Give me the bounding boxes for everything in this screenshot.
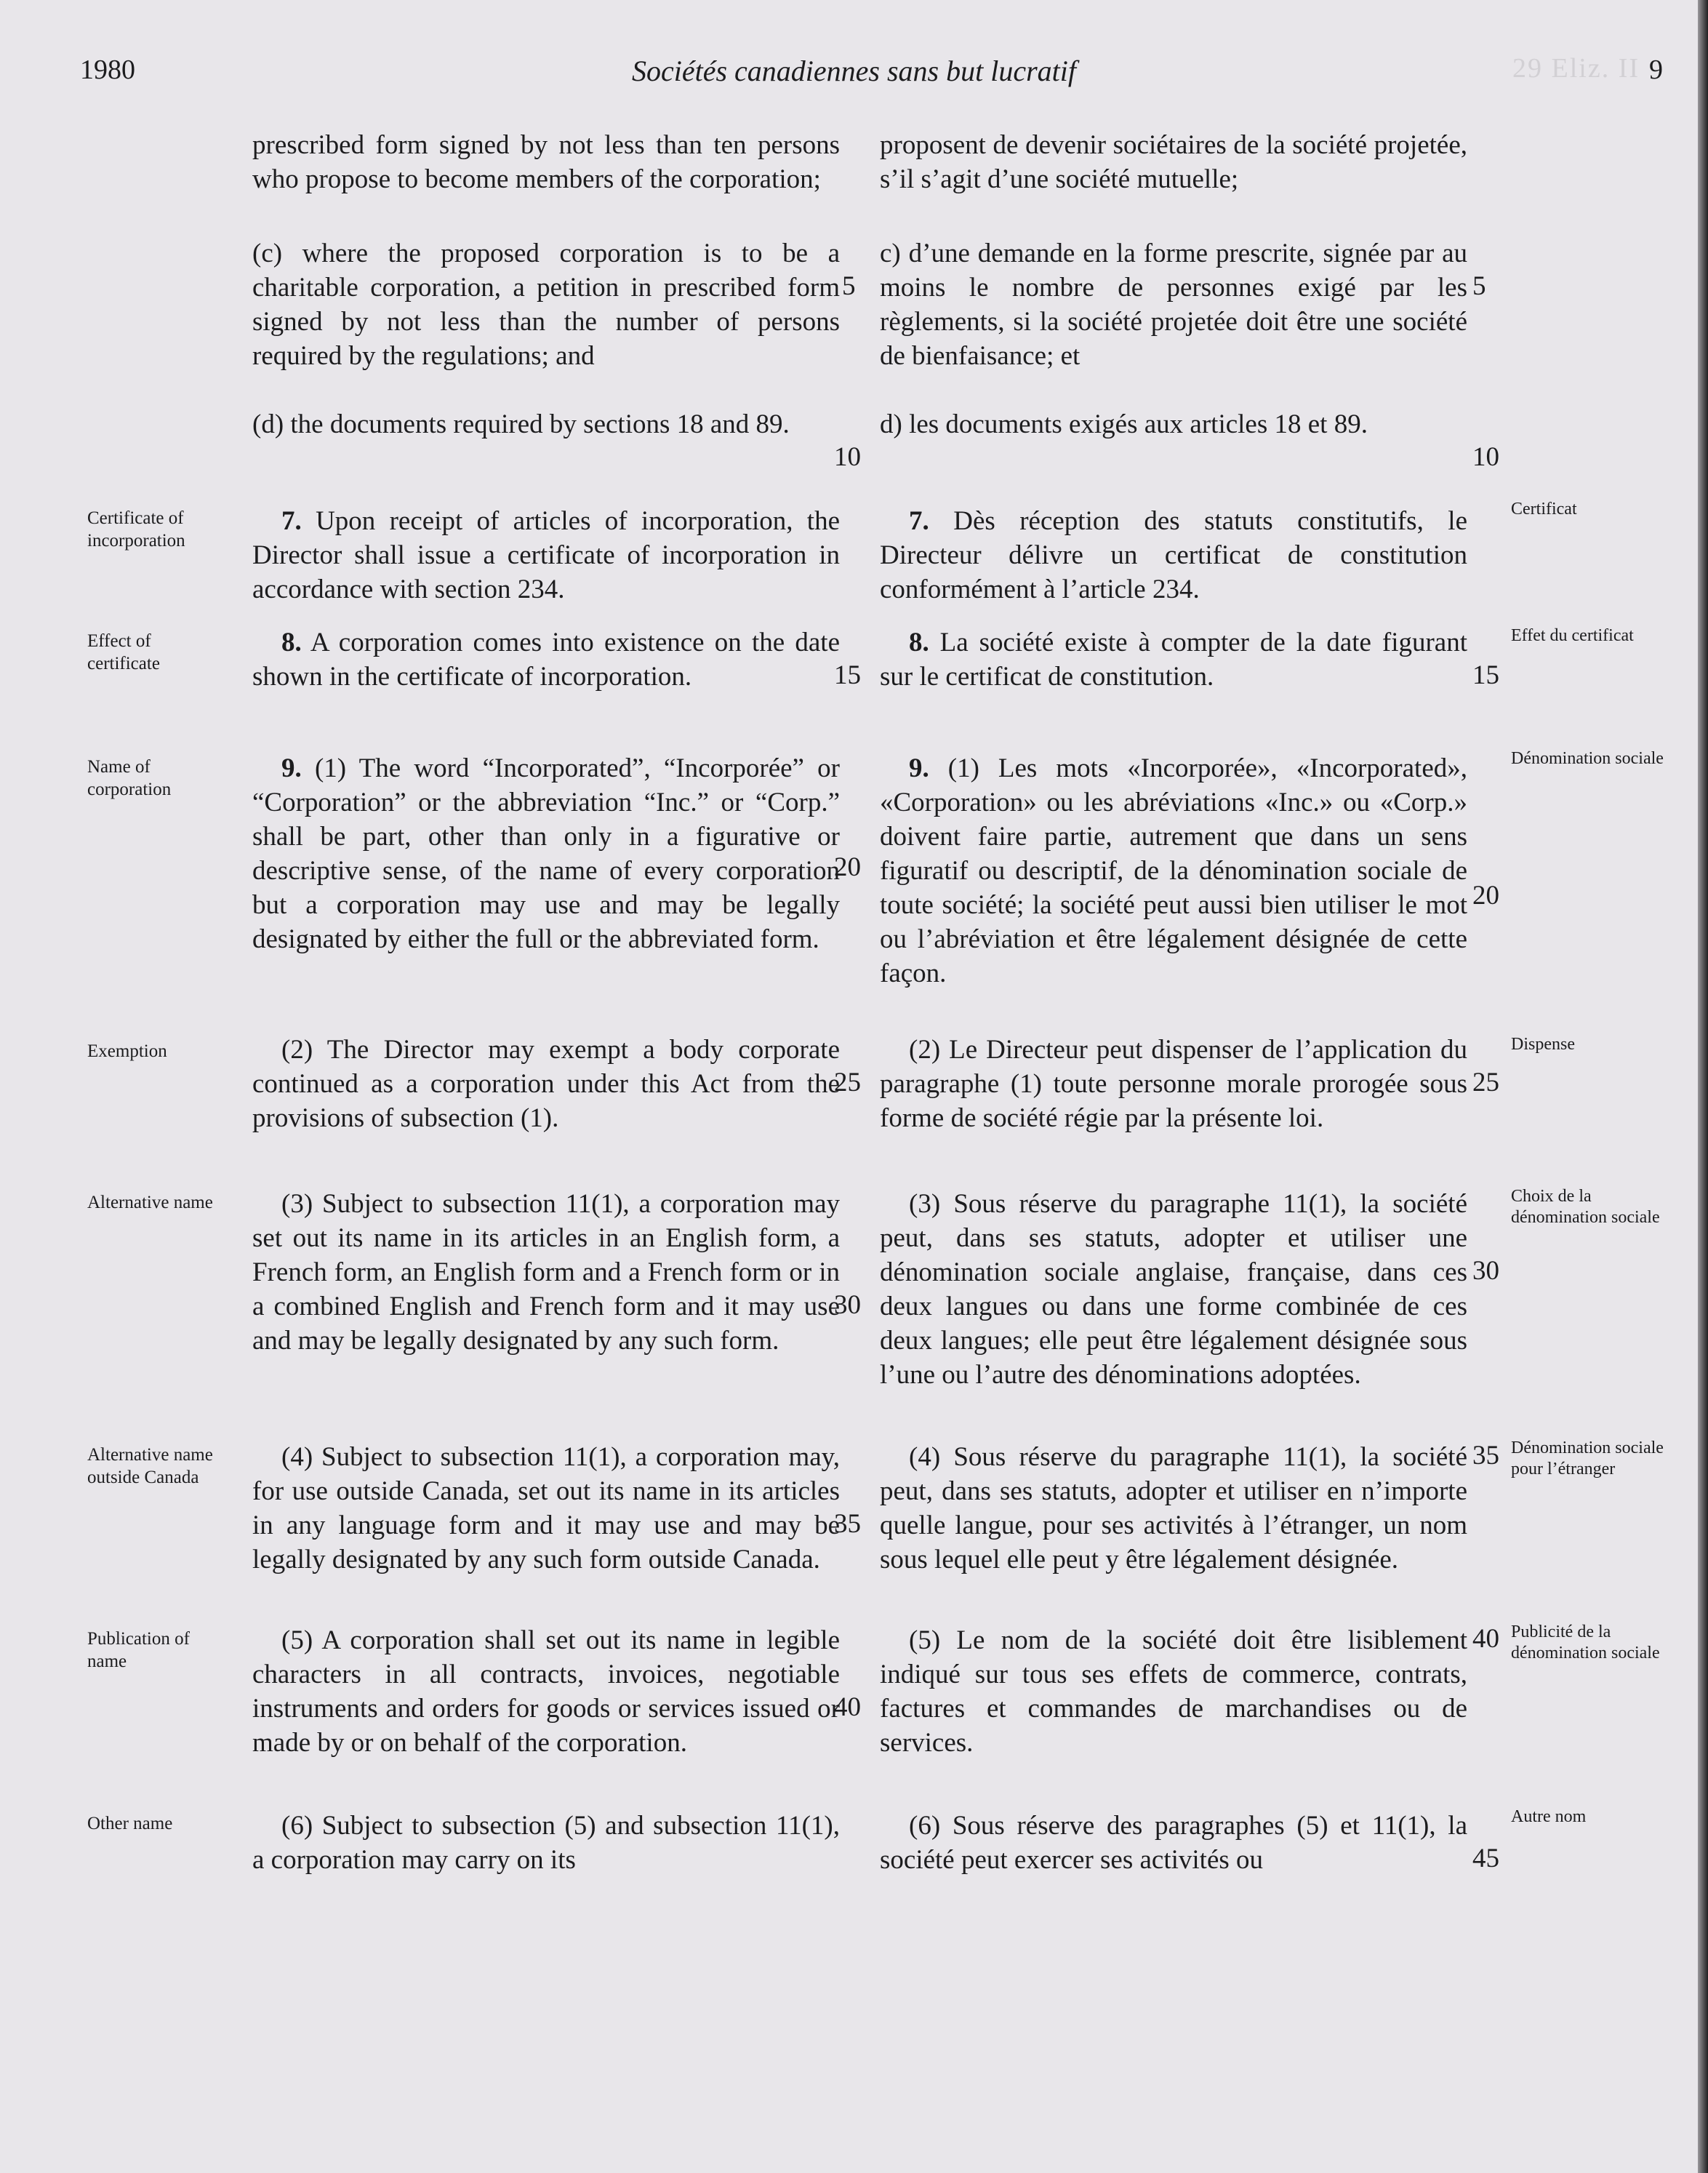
- french-para-d: d) les documents exigés aux articles 18 et 89.: [880, 409, 1368, 439]
- french-section-9-2: (2) Le Directeur peut dispenser de l’application du paragraphe (1) toute personne morale prorogée sous forme de société régie par la présente loi.: [880, 1035, 1467, 1133]
- line-number: 35: [834, 1509, 861, 1539]
- margin-note-effet: Effet du certificat: [1511, 626, 1634, 645]
- line-number: 35: [1472, 1441, 1499, 1470]
- header-title: Sociétés canadiennes sans but lucratif: [631, 55, 1076, 87]
- english-section-8: 8. A corporation comes into existence on the date shown in the certificate of incorporation.: [252, 628, 840, 692]
- line-number: 5: [842, 271, 856, 301]
- english-section-9-6: (6) Subject to subsection (5) and subsection 11(1), a corporation may carry on its: [252, 1811, 840, 1875]
- header-year: 1980: [80, 55, 135, 85]
- margin-note-certificate: Certificate of incorporation: [87, 508, 185, 551]
- english-para-d: (d) the documents required by sections 18 and 89.: [252, 409, 790, 439]
- french-section-9-4: (4) Sous réserve du paragraphe 11(1), la société peut, dans ses statuts, adopter et utiliser en n’importe quelle langue, pour ses activités à l’étranger, un nom sous lequel elle peut y être légalement désignée.: [880, 1442, 1467, 1574]
- line-number: 45: [1472, 1844, 1499, 1873]
- margin-note-denomination: Dénomination sociale: [1511, 749, 1664, 768]
- page-number: 9: [1649, 55, 1663, 85]
- french-section-7: 7. Dès réception des statuts constitutifs, le Directeur délivre un certificat de constitution conformément à l’article 234.: [880, 506, 1467, 604]
- margin-note-publication: Publication of name: [87, 1629, 190, 1671]
- line-number: 10: [1472, 442, 1499, 472]
- page-edge-shadow: [1698, 0, 1708, 2173]
- line-number: 25: [834, 1068, 861, 1097]
- english-section-9-2: (2) The Director may exempt a body corporate continued as a corporation under this Act from the provisions of subsection (1).: [252, 1035, 840, 1133]
- english-para-c: (c) where the proposed corporation is to be a charitable corporation, a petition in prescribed form signed by not less than the number of persons required by the regulations; and: [252, 239, 840, 371]
- french-section-9-1: 9. (1) Les mots «Incorporée», «Incorporated», «Corporation» ou les abréviations «Inc.» ou «Corp.» doivent faire partie, autrement que dans un sens figuratif ou descriptif, de la dénomination sociale de toute société; la société peut aussi bien utiliser le mot ou l’abréviation et être légalement désignée de cette façon.: [880, 753, 1468, 988]
- line-number: 20: [1472, 881, 1499, 911]
- english-section-9-5: (5) A corporation shall set out its name in legible characters in all contracts, invoices, negotiable instruments and orders for goods or services issued or made by or on behalf of the corporation.: [252, 1625, 840, 1758]
- line-number: 5: [1472, 271, 1486, 301]
- line-number: 15: [1472, 660, 1499, 690]
- margin-note-exemption: Exemption: [87, 1041, 167, 1061]
- margin-note-other-name: Other name: [87, 1814, 173, 1833]
- margin-note-etranger: Dénomination sociale pour l’étranger: [1511, 1438, 1664, 1478]
- french-intro-b: proposent de devenir sociétaires de la société projetée, s’il s’agit d’une société mutuelle;: [880, 130, 1467, 194]
- french-section-9-3: (3) Sous réserve du paragraphe 11(1), la société peut, dans ses statuts, adopter et utiliser une dénomination sociale anglaise, française, dans ces deux langues ou dans une forme combinée de ces deux langues; elle peut être légalement désignée sous l’une ou l’autre des dénominations adoptées.: [880, 1189, 1467, 1390]
- english-intro-b: prescribed form signed by not less than ten persons who propose to become members of the corporation;: [252, 130, 840, 194]
- margin-note-publicite: Publicité de la dénomination sociale: [1511, 1622, 1660, 1662]
- margin-note-name: Name of corporation: [87, 757, 172, 799]
- margin-note-effect: Effect of certificate: [87, 631, 160, 673]
- line-number: 25: [1472, 1068, 1499, 1097]
- margin-note-certificat: Certificat: [1511, 500, 1577, 519]
- line-number: 20: [834, 852, 861, 882]
- french-section-9-5: (5) Le nom de la société doit être lisiblement indiqué sur tous ses effets de commerce, contrats, factures et commandes de marchandises ou de services.: [880, 1625, 1467, 1758]
- french-section-8: 8. La société existe à compter de la date figurant sur le certificat de constitution.: [880, 628, 1468, 692]
- english-section-7: 7. Upon receipt of articles of incorporation, the Director shall issue a certificate of incorporation in accordance with section 234.: [252, 506, 841, 604]
- line-number: 30: [1472, 1256, 1499, 1286]
- line-number: 40: [834, 1692, 861, 1722]
- line-number: 40: [1472, 1624, 1499, 1654]
- margin-note-choix: Choix de la dénomination sociale: [1511, 1187, 1660, 1227]
- margin-note-autre: Autre nom: [1511, 1807, 1587, 1826]
- margin-note-dispense: Dispense: [1511, 1035, 1575, 1054]
- french-section-9-6: (6) Sous réserve des paragraphes (5) et 11(1), la société peut exercer ses activités ou: [880, 1811, 1467, 1875]
- french-para-c: c) d’une demande en la forme prescrite, signée par au moins le nombre de personnes exigé par les règlements, si la société projetée doit être une société de bienfaisance; et: [880, 239, 1467, 371]
- line-number: 15: [834, 660, 861, 690]
- line-number: 30: [834, 1290, 861, 1320]
- english-section-9-3: (3) Subject to subsection 11(1), a corporation may set out its name in its articles in an English form, a French form, an English form and a French form or in a combined English and French form and it may use and may be legally designated by any such form.: [252, 1189, 840, 1356]
- english-section-9-1: 9. (1) The word “Incorporated”, “Incorporée” or “Corporation” or the abbreviation “Inc.” or “Corp.” shall be part, other than only in a figurative or descriptive sense, of the name of every corporation but a corporation may use and may be legally designated by either the full or the abbreviated form.: [252, 753, 840, 954]
- bleed-through-text: 29 Eliz. II: [1512, 53, 1640, 84]
- margin-note-name-outside-canada: Alternative name outside Canada: [87, 1445, 213, 1487]
- margin-note-alternative-name: Alternative name: [87, 1193, 213, 1212]
- english-section-9-4: (4) Subject to subsection 11(1), a corporation may, for use outside Canada, set out its name in its articles in any language form and it may use and may be legally designated by any such form outside Canada.: [252, 1442, 840, 1574]
- line-number: 10: [834, 442, 861, 472]
